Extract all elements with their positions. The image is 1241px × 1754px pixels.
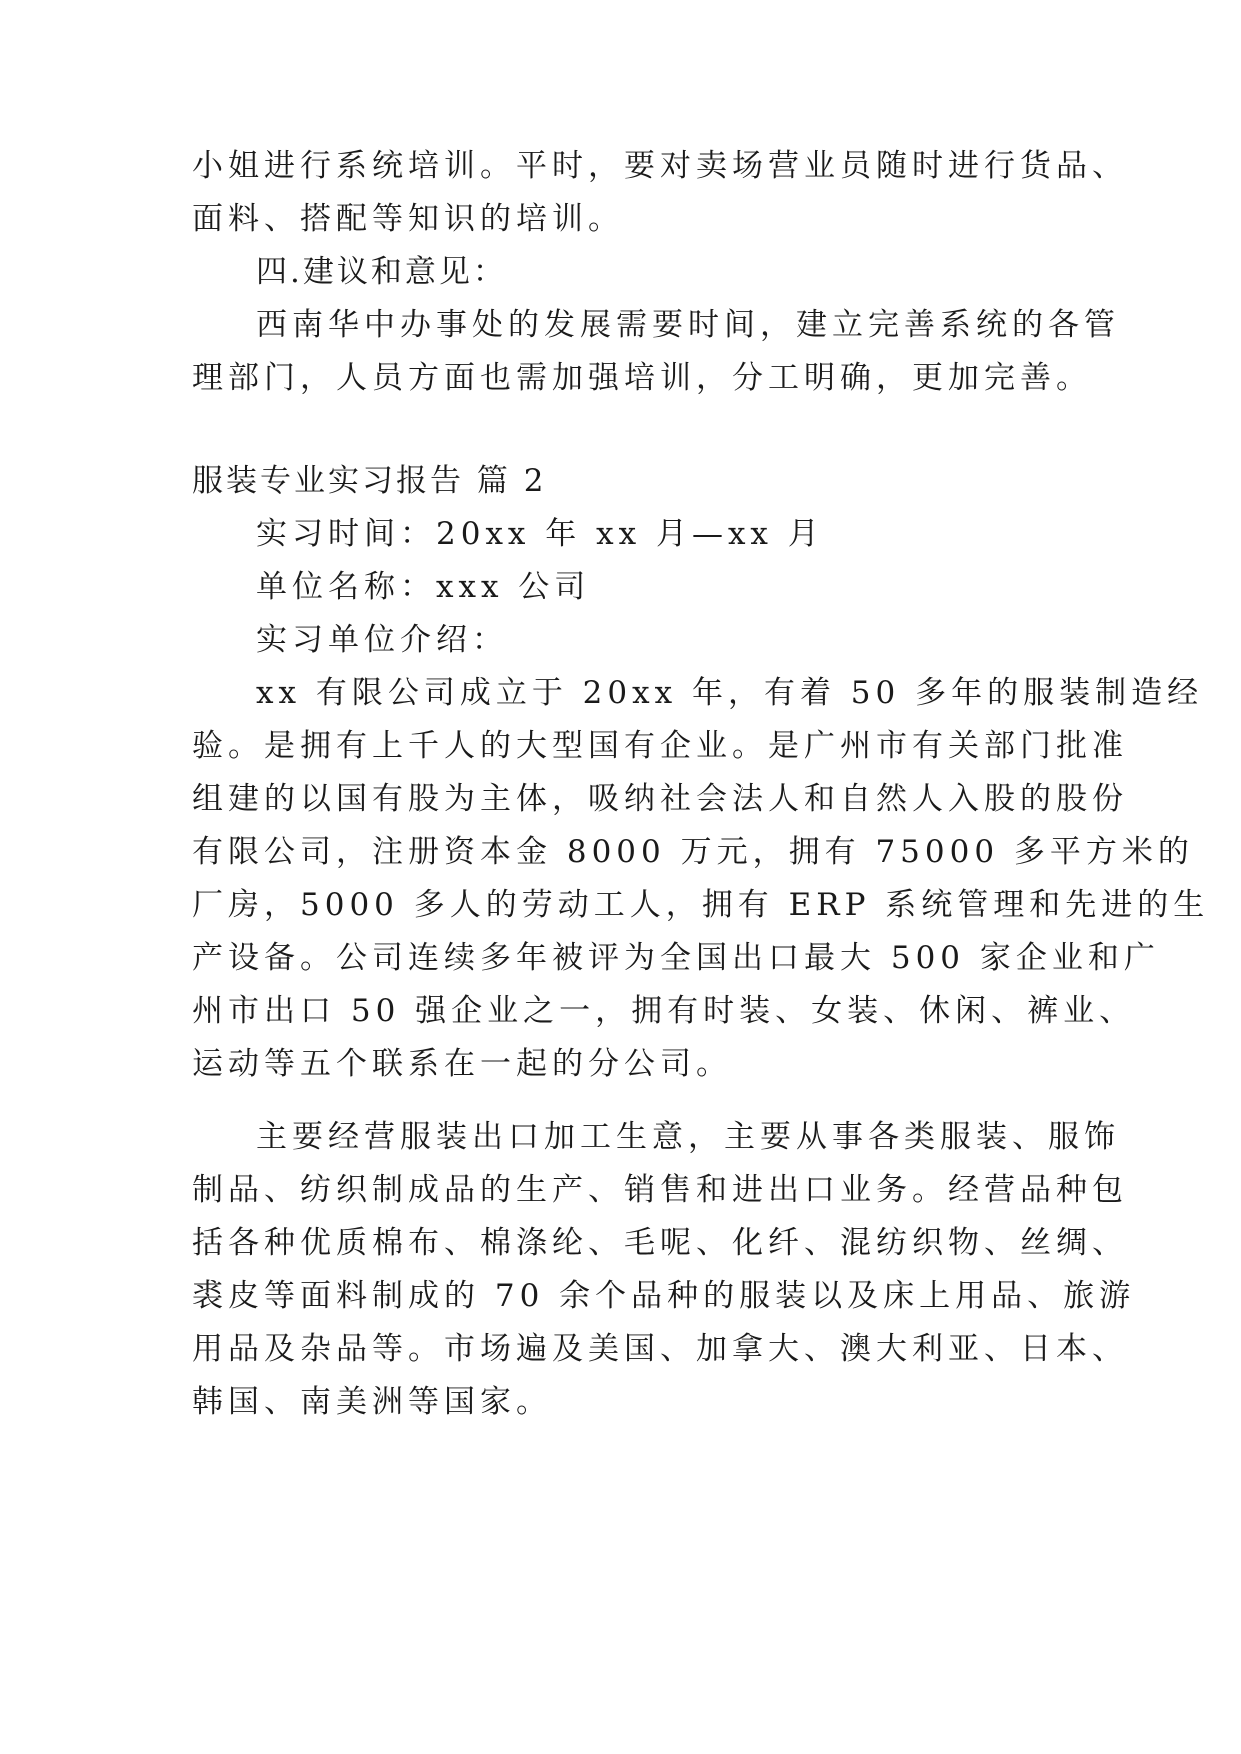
body-text-line: 用品及杂品等。市场遍及美国、加拿大、澳大利亚、日本、 xyxy=(192,1331,1128,1367)
body-text-line: 厂房，5000 多人的劳动工人，拥有 ERP 系统管理和先进的生 xyxy=(192,887,1210,923)
body-text-line: 有限公司，注册资本金 8000 万元，拥有 75000 多平方米的 xyxy=(192,834,1194,870)
body-text-line: 验。是拥有上千人的大型国有企业。是广州市有关部门批准 xyxy=(192,728,1128,764)
body-text-line: 西南华中办事处的发展需要时间，建立完善系统的各管 xyxy=(256,307,1120,343)
body-text-line: 组建的以国有股为主体，吸纳社会法人和自然人入股的股份 xyxy=(192,781,1128,817)
body-text-line: 理部门，人员方面也需加强培训，分工明确，更加完善。 xyxy=(192,360,1092,396)
body-text-line: 括各种优质棉布、棉涤纶、毛呢、化纤、混纺织物、丝绸、 xyxy=(192,1225,1128,1261)
body-text-line: 产设备。公司连续多年被评为全国出口最大 500 家企业和广 xyxy=(192,940,1160,976)
report-title: 服装专业实习报告 篇 2 xyxy=(192,463,547,499)
body-text-line: 面料、搭配等知识的培训。 xyxy=(192,201,624,237)
body-text-line: 主要经营服装出口加工生意，主要从事各类服装、服饰 xyxy=(256,1119,1120,1155)
body-text-line: 运动等五个联系在一起的分公司。 xyxy=(192,1046,732,1082)
internship-time: 实习时间：20xx 年 xx 月—xx 月 xyxy=(256,516,824,552)
company-intro-label: 实习单位介绍： xyxy=(256,622,508,658)
section-heading: 四.建议和意见： xyxy=(256,254,507,290)
body-text-line: xx 有限公司成立于 20xx 年，有着 50 多年的服装制造经 xyxy=(256,675,1204,711)
company-name: 单位名称：xxx 公司 xyxy=(256,569,591,605)
body-text-line: 裘皮等面料制成的 70 余个品种的服装以及床上用品、旅游 xyxy=(192,1278,1136,1314)
body-text-line: 制品、纺织制成品的生产、销售和进出口业务。经营品种包 xyxy=(192,1172,1128,1208)
body-text-line: 韩国、南美洲等国家。 xyxy=(192,1384,552,1420)
body-text-line: 小姐进行系统培训。平时，要对卖场营业员随时进行货品、 xyxy=(192,148,1128,184)
body-text-line: 州市出口 50 强企业之一，拥有时装、女装、休闲、裤业、 xyxy=(192,993,1136,1029)
